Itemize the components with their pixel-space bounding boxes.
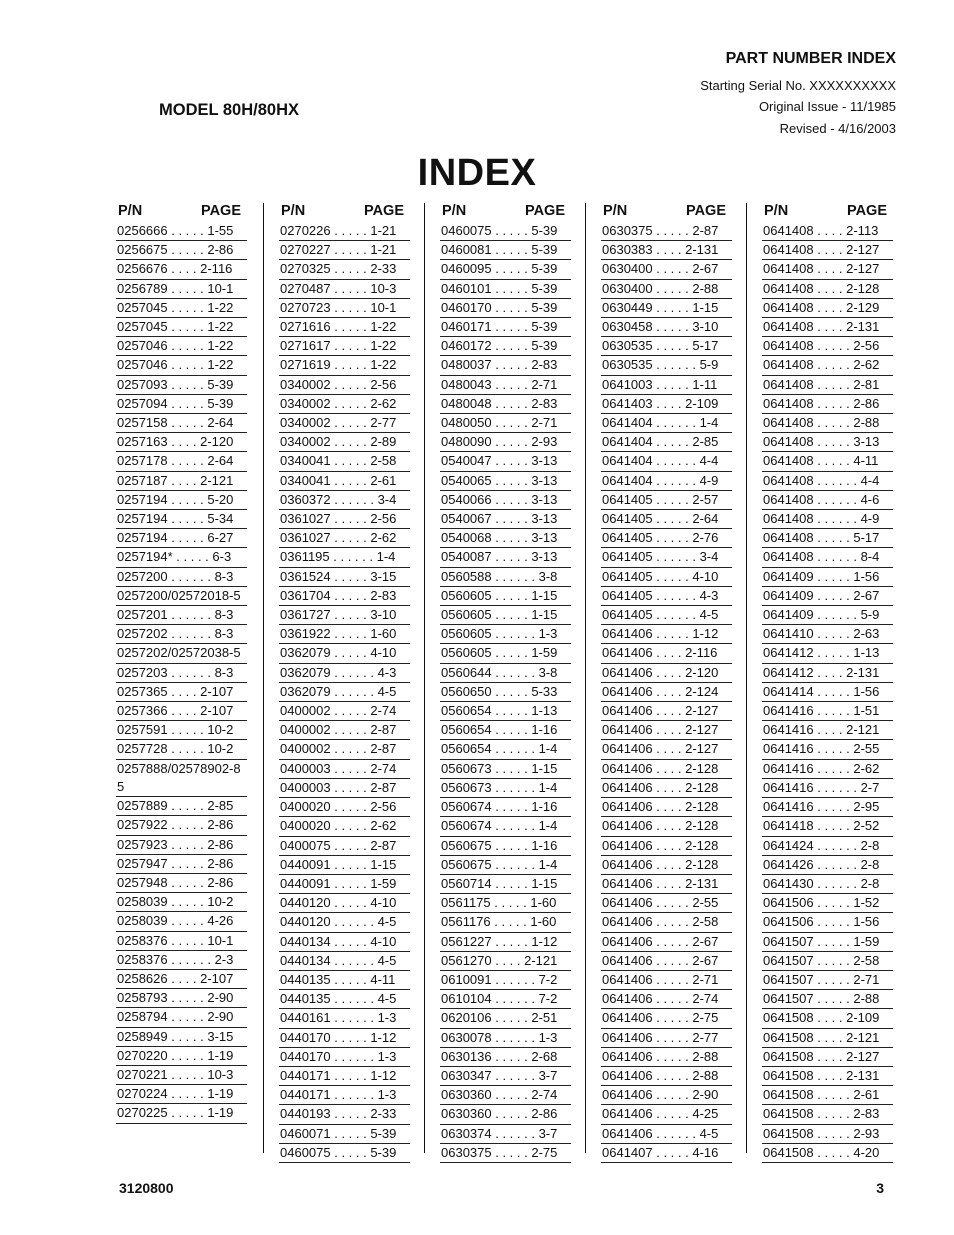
index-entry: 0257948 . . . . . 2-86 (116, 874, 247, 893)
index-entry: 0630449 . . . . . 1-15 (601, 299, 732, 318)
index-entry: 0641408 . . . . . . 4-6 (762, 491, 893, 510)
index-entry: 0257922 . . . . . 2-86 (116, 816, 247, 835)
index-entry: 0480048 . . . . . 2-83 (440, 395, 571, 414)
entry-list (440, 222, 571, 1163)
index-entry: 0480090 . . . . . 2-93 (440, 433, 571, 452)
index-entry: 0271619 . . . . . 1-22 (279, 356, 410, 375)
entry-list (279, 222, 410, 1163)
page-header: PAGE (685, 203, 726, 219)
index-heading: INDEX (417, 152, 537, 194)
index-entry: 0361727 . . . . . 3-10 (279, 606, 410, 625)
index-entry: 0641405 . . . . . . 4-3 (601, 587, 732, 606)
index-entry: 0460095 . . . . . 5-39 (440, 260, 571, 279)
index-entry: 0257194 . . . . . 5-34 (116, 510, 247, 529)
index-entry: 0641408 . . . . . 2-62 (762, 356, 893, 375)
index-entry: 0630535 . . . . . 5-17 (601, 337, 732, 356)
index-entry: 0400002 . . . . . 2-87 (279, 740, 410, 759)
column-header (762, 203, 893, 221)
entry-list (762, 222, 893, 1163)
index-entry: 0400020 . . . . . 2-62 (279, 817, 410, 836)
index-entry: 0641406 . . . . . 4-25 (601, 1105, 732, 1124)
index-entry: 0460101 . . . . . 5-39 (440, 280, 571, 299)
index-entry: 0641408 . . . . . 2-56 (762, 337, 893, 356)
index-entry: 0440120 . . . . . . 4-5 (279, 913, 410, 932)
index-entry: 0630375 . . . . . 2-75 (440, 1144, 571, 1163)
index-entry: 0641416 . . . . . 2-62 (762, 760, 893, 779)
index-entry: 0561270 . . . . 2-121 (440, 952, 571, 971)
index-entry: 0270225 . . . . . 1-19 (116, 1104, 247, 1123)
index-entry: 0257045 . . . . . 1-22 (116, 299, 247, 318)
index-entry: 0257163 . . . . 2-120 (116, 433, 247, 452)
index-column-4 (585, 203, 732, 1160)
index-entry: 0400003 . . . . . 2-87 (279, 779, 410, 798)
index-entry: 0641412 . . . . . 1-13 (762, 644, 893, 663)
index-entry: 0361027 . . . . . 2-62 (279, 529, 410, 548)
column-header (601, 203, 732, 221)
index-entry: 0641003 . . . . . 1-11 (601, 376, 732, 395)
index-entry: 0270227 . . . . . 1-21 (279, 241, 410, 260)
index-entry: 0271616 . . . . . 1-22 (279, 318, 410, 337)
pn-header: P/N (118, 203, 143, 219)
index-entry: 0641508 . . . . . 2-93 (762, 1125, 893, 1144)
index-entry: 0256789 . . . . . 10-1 (116, 280, 247, 299)
column-header (116, 203, 247, 221)
index-entry: 0641406 . . . . 2-120 (601, 664, 732, 683)
index-entry: 0540047 . . . . . 3-13 (440, 452, 571, 471)
index-entry: 0641507 . . . . . 1-59 (762, 933, 893, 952)
index-entry: 0641507 . . . . . 2-88 (762, 990, 893, 1009)
index-entry: 0641418 . . . . . 2-52 (762, 817, 893, 836)
index-entry: 0560673 . . . . . . 1-4 (440, 779, 571, 798)
index-entry: 0630400 . . . . . 2-88 (601, 280, 732, 299)
index-entry: 0641508 . . . . 2-127 (762, 1048, 893, 1067)
index-entry: 0561175 . . . . . 1-60 (440, 894, 571, 913)
index-entry: 0641406 . . . . 2-128 (601, 856, 732, 875)
index-entry: 0641408 . . . . . . 4-9 (762, 510, 893, 529)
index-entry: 0641405 . . . . . . 3-4 (601, 548, 732, 567)
index-entry: 0361195 . . . . . . 1-4 (279, 548, 410, 567)
index-entry: 0641405 . . . . . 2-76 (601, 529, 732, 548)
index-entry: 0361027 . . . . . 2-56 (279, 510, 410, 529)
index-entry: 0361524 . . . . . 3-15 (279, 568, 410, 587)
index-entry: 0620106 . . . . . 2-51 (440, 1009, 571, 1028)
index-entry: 0641508 . . . . 2-109 (762, 1009, 893, 1028)
index-entry: 0641508 . . . . . 2-61 (762, 1086, 893, 1105)
index-entry: 0630136 . . . . . 2-68 (440, 1048, 571, 1067)
page-header: PAGE (363, 203, 404, 219)
index-entry: 0641403 . . . . 2-109 (601, 395, 732, 414)
index-entry: 0641508 . . . . . 2-83 (762, 1105, 893, 1124)
index-entry: 0630535 . . . . . . 5-9 (601, 356, 732, 375)
index-entry: 0641406 . . . . . 2-58 (601, 913, 732, 932)
index-entry: 0641430 . . . . . . 2-8 (762, 875, 893, 894)
original-issue-line: Original Issue - 11/1985 (758, 99, 896, 114)
index-entry: 0340002 . . . . . 2-89 (279, 433, 410, 452)
index-entry: 0270224 . . . . . 1-19 (116, 1085, 247, 1104)
index-entry: 0641404 . . . . . . 4-4 (601, 452, 732, 471)
index-entry: 0641409 . . . . . 2-67 (762, 587, 893, 606)
index-entry: 0641404 . . . . . . 1-4 (601, 414, 732, 433)
index-entry: 0257094 . . . . . 5-39 (116, 395, 247, 414)
footer-page-number: 3 (876, 1180, 884, 1196)
index-entry: 0258794 . . . . . 2-90 (116, 1008, 247, 1027)
index-entry: 0257046 . . . . . 1-22 (116, 356, 247, 375)
model-label: MODEL 80H/80HX (159, 101, 299, 119)
index-entry: 0630458 . . . . . 3-10 (601, 318, 732, 337)
index-entry: 0561176 . . . . . 1-60 (440, 913, 571, 932)
index-entry: 0400003 . . . . . 2-74 (279, 760, 410, 779)
index-entry: 0630078 . . . . . . 1-3 (440, 1029, 571, 1048)
index-entry: 0560654 . . . . . 1-13 (440, 702, 571, 721)
index-entry: 0641408 . . . . 2-127 (762, 260, 893, 279)
index-entry: 0641406 . . . . . 2-67 (601, 952, 732, 971)
index-entry: 0440193 . . . . . 2-33 (279, 1105, 410, 1124)
index-entry: 0258039 . . . . . 4-26 (116, 912, 247, 931)
index-entry: 0540068 . . . . . 3-13 (440, 529, 571, 548)
index-entry: 0560588 . . . . . . 3-8 (440, 568, 571, 587)
index-entry: 0257194 . . . . . 6-27 (116, 529, 247, 548)
index-entry: 0258039 . . . . . 10-2 (116, 893, 247, 912)
index-entry: 0340002 . . . . . 2-56 (279, 376, 410, 395)
index-entry: 0560654 . . . . . 1-16 (440, 721, 571, 740)
index-entry: 0400002 . . . . . 2-74 (279, 702, 410, 721)
index-column-5 (746, 203, 893, 1160)
index-entry: 0257194 . . . . . 5-20 (116, 491, 247, 510)
index-entry: 0480043 . . . . . 2-71 (440, 376, 571, 395)
index-entry: 0460071 . . . . . 5-39 (279, 1125, 410, 1144)
index-entry: 0641406 . . . . 2-127 (601, 702, 732, 721)
index-entry: 0257046 . . . . . 1-22 (116, 337, 247, 356)
index-entry: 0540067 . . . . . 3-13 (440, 510, 571, 529)
index-entry: 0440171 . . . . . 1-12 (279, 1067, 410, 1086)
index-entry: 0560714 . . . . . 1-15 (440, 875, 571, 894)
index-entry: 0400075 . . . . . 2-87 (279, 837, 410, 856)
index-entry: 0610091 . . . . . . 7-2 (440, 971, 571, 990)
index-entry: 0257889 . . . . . 2-85 (116, 797, 247, 816)
index-entry: 0641408 . . . . . 4-11 (762, 452, 893, 471)
index-entry: 0641406 . . . . 2-128 (601, 760, 732, 779)
index-entry: 0257201 . . . . . . 8-3 (116, 606, 247, 625)
index-entry: 0630360 . . . . . 2-86 (440, 1105, 571, 1124)
index-entry: 0440161 . . . . . . 1-3 (279, 1009, 410, 1028)
index-entry: 0630374 . . . . . . 3-7 (440, 1125, 571, 1144)
index-entry: 0340041 . . . . . 2-58 (279, 452, 410, 471)
index-entry: 0258376 . . . . . . 2-3 (116, 951, 247, 970)
index-entry: 0641405 . . . . . 2-64 (601, 510, 732, 529)
index-entry: 0257202 . . . . . . 8-3 (116, 625, 247, 644)
index-entry: 0641507 . . . . . 2-58 (762, 952, 893, 971)
index-entry: 0641406 . . . . . 2-88 (601, 1048, 732, 1067)
index-entry: 0641407 . . . . . 4-16 (601, 1144, 732, 1163)
index-entry: 0362079 . . . . . . 4-5 (279, 683, 410, 702)
index-entry: 0641408 . . . . . 2-88 (762, 414, 893, 433)
index-entry: 0641409 . . . . . . 5-9 (762, 606, 893, 625)
index-column-1 (116, 203, 247, 1153)
index-entry: 0440135 . . . . . . 4-5 (279, 990, 410, 1009)
index-column-2 (263, 203, 410, 1160)
index-entry: 0560650 . . . . . 5-33 (440, 683, 571, 702)
index-entry: 0257947 . . . . . 2-86 (116, 855, 247, 874)
index-entry: 0641424 . . . . . . 2-8 (762, 837, 893, 856)
index-entry: 0400002 . . . . . 2-87 (279, 721, 410, 740)
pn-header: P/N (603, 203, 628, 219)
index-entry: 0257200/02572018-5 (116, 587, 247, 606)
index-entry: 0641405 . . . . . 4-10 (601, 568, 732, 587)
index-entry: 0641406 . . . . 2-127 (601, 721, 732, 740)
index-entry: 0641508 . . . . 2-131 (762, 1067, 893, 1086)
column-header (279, 203, 410, 221)
index-entry: 0460081 . . . . . 5-39 (440, 241, 571, 260)
index-entry: 0440091 . . . . . 1-15 (279, 856, 410, 875)
index-entry: 0641406 . . . . 2-116 (601, 644, 732, 663)
index-entry: 0270226 . . . . . 1-21 (279, 222, 410, 241)
index-entry: 0641406 . . . . 2-128 (601, 817, 732, 836)
index-entry: 0561227 . . . . . 1-12 (440, 933, 571, 952)
index-entry: 0440134 . . . . . . 4-5 (279, 952, 410, 971)
index-entry: 0641508 . . . . . 4-20 (762, 1144, 893, 1163)
index-entry: 0257093 . . . . . 5-39 (116, 376, 247, 395)
index-entry: 0560673 . . . . . 1-15 (440, 760, 571, 779)
index-entry: 0256676 . . . . 2-116 (116, 260, 247, 279)
page-header: PAGE (200, 203, 241, 219)
index-entry: 0641416 . . . . . 2-95 (762, 798, 893, 817)
index-entry: 0560605 . . . . . 1-59 (440, 644, 571, 663)
index-entry: 0400020 . . . . . 2-56 (279, 798, 410, 817)
index-entry: 0560605 . . . . . 1-15 (440, 587, 571, 606)
pn-header: P/N (442, 203, 467, 219)
index-entry: 0641416 . . . . 2-121 (762, 721, 893, 740)
index-entry: 0641406 . . . . . 2-90 (601, 1086, 732, 1105)
index-entry: 0641506 . . . . . 1-52 (762, 894, 893, 913)
index-entry: 0257888/02578902-85 (116, 760, 247, 797)
index-entry: 0630375 . . . . . 2-87 (601, 222, 732, 241)
index-entry: 0440135 . . . . . 4-11 (279, 971, 410, 990)
index-entry: 0460170 . . . . . 5-39 (440, 299, 571, 318)
index-entry: 0440170 . . . . . 1-12 (279, 1029, 410, 1048)
revised-line: Revised - 4/16/2003 (779, 121, 896, 136)
index-entry: 0257923 . . . . . 2-86 (116, 836, 247, 855)
header-title: PART NUMBER INDEX (725, 50, 896, 67)
index-entry: 0641406 . . . . . 1-12 (601, 625, 732, 644)
index-entry: 0641406 . . . . 2-128 (601, 837, 732, 856)
index-entry: 0540066 . . . . . 3-13 (440, 491, 571, 510)
index-entry: 0560605 . . . . . . 1-3 (440, 625, 571, 644)
index-entry: 0560675 . . . . . 1-16 (440, 837, 571, 856)
index-entry: 0257158 . . . . . 2-64 (116, 414, 247, 433)
index-entry: 0460075 . . . . . 5-39 (279, 1144, 410, 1163)
footer-doc-number: 3120800 (119, 1180, 174, 1196)
index-entry: 0270325 . . . . . 2-33 (279, 260, 410, 279)
page-header: PAGE (846, 203, 887, 219)
serial-number-line: Starting Serial No. XXXXXXXXXX (700, 78, 896, 93)
index-entry: 0641416 . . . . . 1-51 (762, 702, 893, 721)
index-entry: 0641405 . . . . . . 4-5 (601, 606, 732, 625)
index-entry: 0340002 . . . . . 2-62 (279, 395, 410, 414)
index-entry: 0560675 . . . . . . 1-4 (440, 856, 571, 875)
index-entry: 0641416 . . . . . . 2-7 (762, 779, 893, 798)
index-entry: 0258376 . . . . . 10-1 (116, 932, 247, 951)
index-entry: 0560644 . . . . . . 3-8 (440, 664, 571, 683)
index-entry: 0641507 . . . . . 2-71 (762, 971, 893, 990)
index-entry: 0641408 . . . . . . 4-4 (762, 472, 893, 491)
index-entry: 0257187 . . . . 2-121 (116, 472, 247, 491)
index-entry: 0641426 . . . . . . 2-8 (762, 856, 893, 875)
index-entry: 0630360 . . . . . 2-74 (440, 1086, 571, 1105)
index-entry: 0641406 . . . . 2-128 (601, 798, 732, 817)
index-entry: 0257203 . . . . . . 8-3 (116, 664, 247, 683)
index-entry: 0440120 . . . . . 4-10 (279, 894, 410, 913)
index-entry: 0361704 . . . . . 2-83 (279, 587, 410, 606)
index-entry: 0361922 . . . . . 1-60 (279, 625, 410, 644)
index-entry: 0460172 . . . . . 5-39 (440, 337, 571, 356)
index-entry: 0362079 . . . . . . 4-3 (279, 664, 410, 683)
index-entry: 0257045 . . . . . 1-22 (116, 318, 247, 337)
index-entry: 0641405 . . . . . 2-57 (601, 491, 732, 510)
index-entry: 0641406 . . . . . . 4-5 (601, 1125, 732, 1144)
index-entry: 0540065 . . . . . 3-13 (440, 472, 571, 491)
index-entry: 0641408 . . . . . 2-86 (762, 395, 893, 414)
index-entry: 0641508 . . . . 2-121 (762, 1029, 893, 1048)
index-entry: 0630347 . . . . . . 3-7 (440, 1067, 571, 1086)
index-entry: 0641406 . . . . . 2-67 (601, 933, 732, 952)
index-entry: 0641404 . . . . . . 4-9 (601, 472, 732, 491)
index-entry: 0610104 . . . . . . 7-2 (440, 990, 571, 1009)
index-entry: 0256666 . . . . . 1-55 (116, 222, 247, 241)
index-entry: 0641406 . . . . 2-124 (601, 683, 732, 702)
index-entry: 0641408 . . . . 2-131 (762, 318, 893, 337)
index-entry: 0362079 . . . . . 4-10 (279, 644, 410, 663)
index-entry: 0257178 . . . . . 2-64 (116, 452, 247, 471)
index-entry: 0641404 . . . . . 2-85 (601, 433, 732, 452)
index-entry: 0641406 . . . . 2-127 (601, 740, 732, 759)
entry-list (116, 222, 247, 1124)
index-entry: 0270220 . . . . . 1-19 (116, 1047, 247, 1066)
index-entry: 0641406 . . . . . 2-88 (601, 1067, 732, 1086)
index-entry: 0258949 . . . . . 3-15 (116, 1028, 247, 1047)
index-entry: 0480050 . . . . . 2-71 (440, 414, 571, 433)
index-entry: 0440170 . . . . . . 1-3 (279, 1048, 410, 1067)
index-entry: 0270221 . . . . . 10-3 (116, 1066, 247, 1085)
index-entry: 0641416 . . . . . 2-55 (762, 740, 893, 759)
index-entry: 0257591 . . . . . 10-2 (116, 721, 247, 740)
index-entry: 0257728 . . . . . 10-2 (116, 740, 247, 759)
index-entry: 0641408 . . . . . 5-17 (762, 529, 893, 548)
index-entry: 0641408 . . . . 2-128 (762, 280, 893, 299)
index-entry: 0641409 . . . . . 1-56 (762, 568, 893, 587)
entry-list (601, 222, 732, 1163)
index-entry: 0271617 . . . . . 1-22 (279, 337, 410, 356)
index-entry: 0641410 . . . . . 2-63 (762, 625, 893, 644)
index-entry: 0641506 . . . . . 1-56 (762, 913, 893, 932)
index-entry: 0340002 . . . . . 2-77 (279, 414, 410, 433)
column-header (440, 203, 571, 221)
index-entry: 0641412 . . . . 2-131 (762, 664, 893, 683)
index-column-3 (424, 203, 571, 1160)
index-entry: 0630383 . . . . 2-131 (601, 241, 732, 260)
index-entry: 0641406 . . . . . 2-71 (601, 971, 732, 990)
index-entry: 0641408 . . . . . 3-13 (762, 433, 893, 452)
index-entry: 0641408 . . . . . . 8-4 (762, 548, 893, 567)
index-entry: 0641408 . . . . 2-127 (762, 241, 893, 260)
index-entry: 0630400 . . . . . 2-67 (601, 260, 732, 279)
index-entry: 0641406 . . . . 2-131 (601, 875, 732, 894)
index-entry: 0641406 . . . . . 2-55 (601, 894, 732, 913)
index-entry: 0560605 . . . . . 1-15 (440, 606, 571, 625)
index-entry: 0257194* . . . . . 6-3 (116, 548, 247, 567)
index-entry: 0257202/02572038-5 (116, 644, 247, 663)
index-entry: 0560674 . . . . . 1-16 (440, 798, 571, 817)
index-entry: 0257366 . . . . 2-107 (116, 702, 247, 721)
index-entry: 0256675 . . . . . 2-86 (116, 241, 247, 260)
pn-header: P/N (281, 203, 306, 219)
index-entry: 0641406 . . . . 2-128 (601, 779, 732, 798)
index-entry: 0540087 . . . . . 3-13 (440, 548, 571, 567)
index-entry: 0460171 . . . . . 5-39 (440, 318, 571, 337)
index-entry: 0258793 . . . . . 2-90 (116, 989, 247, 1008)
index-entry: 0641408 . . . . 2-113 (762, 222, 893, 241)
index-entry: 0360372 . . . . . . 3-4 (279, 491, 410, 510)
index-entry: 0480037 . . . . . 2-83 (440, 356, 571, 375)
index-entry: 0641406 . . . . . 2-75 (601, 1009, 732, 1028)
index-entry: 0257365 . . . . 2-107 (116, 683, 247, 702)
index-entry: 0560674 . . . . . . 1-4 (440, 817, 571, 836)
index-entry: 0440091 . . . . . 1-59 (279, 875, 410, 894)
index-entry: 0560654 . . . . . . 1-4 (440, 740, 571, 759)
index-entry: 0641406 . . . . . 2-77 (601, 1029, 732, 1048)
index-entry: 0340041 . . . . . 2-61 (279, 472, 410, 491)
index-entry: 0257200 . . . . . . 8-3 (116, 568, 247, 587)
page-header: PAGE (524, 203, 565, 219)
index-entry: 0258626 . . . . 2-107 (116, 970, 247, 989)
index-entry: 0641408 . . . . . 2-81 (762, 376, 893, 395)
index-entry: 0460075 . . . . . 5-39 (440, 222, 571, 241)
index-entry: 0440134 . . . . . 4-10 (279, 933, 410, 952)
index-entry: 0641406 . . . . . 2-74 (601, 990, 732, 1009)
index-entry: 0440171 . . . . . . 1-3 (279, 1086, 410, 1105)
index-entry: 0270723 . . . . . 10-1 (279, 299, 410, 318)
index-entry: 0641408 . . . . 2-129 (762, 299, 893, 318)
index-entry: 0641414 . . . . . 1-56 (762, 683, 893, 702)
index-entry: 0270487 . . . . . 10-3 (279, 280, 410, 299)
pn-header: P/N (764, 203, 789, 219)
